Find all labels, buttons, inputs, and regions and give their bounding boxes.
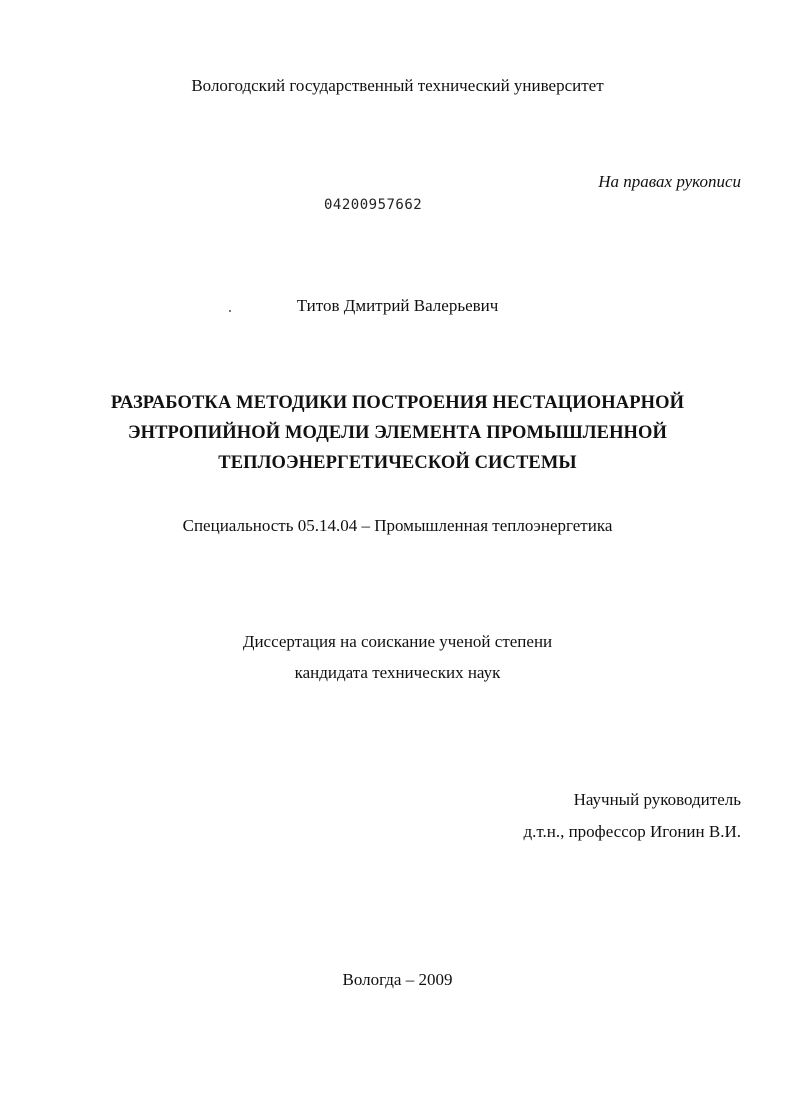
title-line-1: РАЗРАБОТКА МЕТОДИКИ ПОСТРОЕНИЯ НЕСТАЦИОНАРНОЙ (110, 393, 685, 413)
university-name: Вологодский государственный технический университет (191, 76, 604, 95)
thesis-description (0, 626, 795, 688)
author-name: Титов Дмитрий Валерьевич (296, 296, 499, 315)
city-year: Вологда – 2009 (342, 970, 453, 989)
supervisor-block (523, 784, 741, 848)
thesis-line-2: кандидата технических наук (294, 663, 501, 682)
supervisor-role: Научный руководитель (573, 790, 741, 809)
title-line-2: ЭНТРОПИЙНОЙ МОДЕЛИ ЭЛЕМЕНТА ПРОМЫШЛЕННОЙ (127, 423, 668, 443)
supervisor-name: д.т.н., профессор Игонин В.И. (523, 822, 741, 841)
dissertation-title (0, 388, 795, 478)
rights-notice: На правах рукописи (598, 172, 741, 191)
title-line-3: ТЕПЛОЭНЕРГЕТИЧЕСКОЙ СИСТЕМЫ (218, 453, 577, 473)
thesis-line-1: Диссертация на соискание ученой степени (242, 632, 553, 651)
specialty-line: Специальность 05.14.04 – Промышленная теплоэнергетика (182, 516, 613, 535)
stamp-number: 04200957662 (324, 197, 423, 213)
